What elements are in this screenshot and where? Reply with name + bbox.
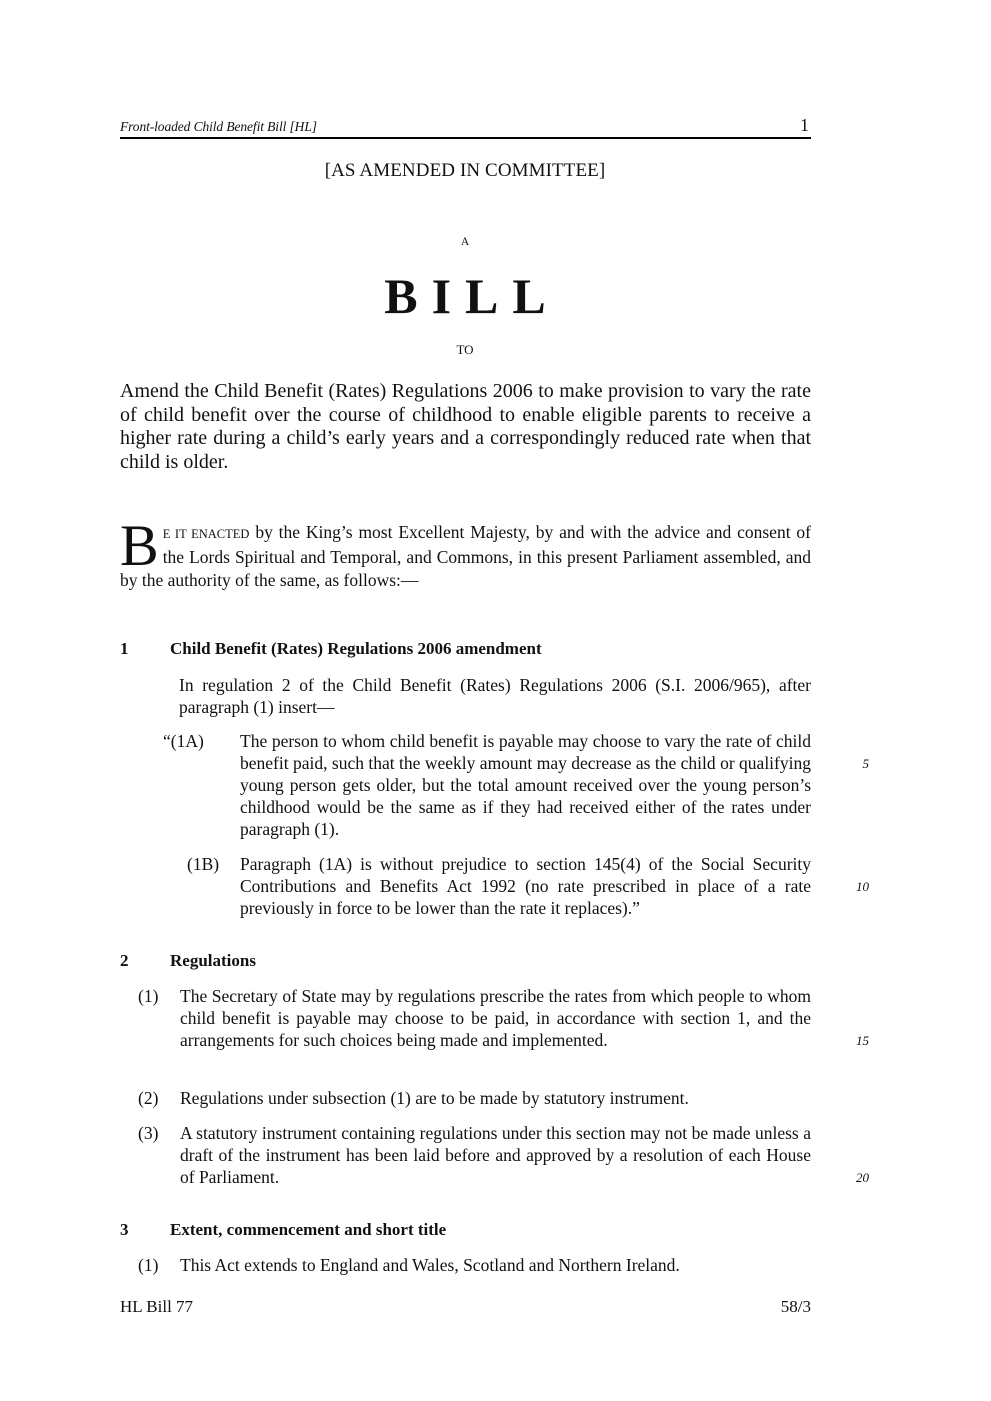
running-header	[120, 117, 811, 139]
subsection-2-2	[138, 1087, 811, 1111]
drop-cap: B	[120, 513, 159, 578]
paragraph-label: (1B)	[187, 854, 220, 874]
long-title: Amend the Child Benefit (Rates) Regulations 2006 to make provision to vary the rate of child benefit over the course of childhood to enable eligible parents to receive a higher rate during a child’s early years and a correspondingly reduced rate when that child is older.	[120, 380, 811, 473]
paragraph-text: Paragraph (1A) is without prejudice to section 145(4) of the Social Security Contributions and Benefits Act 1992 (no rate prescribed in place of a rate previously in force to be lower than the rate it replaces).”	[240, 854, 811, 918]
subsection-label: (1)	[138, 1255, 159, 1275]
inserted-paragraph-1b	[187, 853, 811, 923]
bill-heading: BILL	[384, 268, 560, 324]
print-reference: 58/3	[780, 1297, 811, 1316]
enacting-small-caps: E IT ENACTED	[162, 527, 250, 541]
section-1-intro	[179, 674, 811, 718]
enacting-text: by the King’s most Excellent Majesty, by and with the advice and consent of the Lords Spiritual and Temporal, and Commons, in this present Parliament assembled, and by the authority of the same, as follows:—	[120, 522, 811, 590]
subsection-label: (2)	[138, 1088, 159, 1108]
section-title: Extent, commencement and short title	[170, 1220, 447, 1239]
running-title: Front-loaded Child Benefit Bill [HL]	[120, 119, 317, 134]
subsection-2-1	[138, 985, 811, 1075]
subsection-label: (1)	[138, 986, 159, 1006]
page-number: 1	[800, 115, 809, 135]
section-number: 1	[120, 639, 129, 658]
subsection-2-3	[138, 1122, 811, 1192]
subsection-text: The Secretary of State may by regulations prescribe the rates from which people to whom child benefit is payable may choose to be paid, in accordance with section 1, and the arrangements for such choices being made and implemented.	[180, 986, 811, 1050]
section-title: Regulations	[170, 951, 256, 970]
line-number-5: 5	[862, 756, 869, 771]
subsection-text: Regulations under subsection (1) are to be made by statutory instrument.	[180, 1088, 689, 1108]
title-to: TO	[456, 342, 474, 357]
subsection-text: This Act extends to England and Wales, Scotland and Northern Ireland.	[180, 1255, 680, 1275]
line-number-20: 20	[856, 1170, 869, 1185]
paragraph-text: The person to whom child benefit is payable may choose to vary the rate of child benefit paid, such that the weekly amount may decrease as the child or qualifying young person gets older, but the total amount received over the young person’s childhood would be the same as if they had received either of the rates under paragraph (1).	[240, 731, 811, 839]
line-number-10: 10	[856, 879, 869, 894]
enacting-formula	[120, 513, 811, 592]
title-article: A	[460, 236, 470, 248]
bill-reference: HL Bill 77	[120, 1297, 194, 1316]
subsection-3-1	[138, 1254, 811, 1278]
subsection-label: (3)	[138, 1123, 159, 1143]
section-number: 2	[120, 951, 129, 970]
section-1-intro-text: In regulation 2 of the Child Benefit (Rates) Regulations 2006 (S.I. 2006/965), after paragraph (1) insert—	[179, 675, 811, 717]
bill-status: [AS AMENDED IN COMMITTEE]	[324, 160, 606, 181]
paragraph-label: “(1A)	[163, 731, 204, 751]
line-number-15: 15	[856, 1033, 869, 1048]
subsection-text: A statutory instrument containing regulations under this section may not be made unless a draft of the instrument has been laid before and approved by a resolution of each House of Parliament.	[180, 1123, 811, 1187]
section-title: Child Benefit (Rates) Regulations 2006 amendment	[170, 639, 542, 658]
section-number: 3	[120, 1220, 129, 1239]
inserted-paragraph-1a	[163, 730, 811, 842]
